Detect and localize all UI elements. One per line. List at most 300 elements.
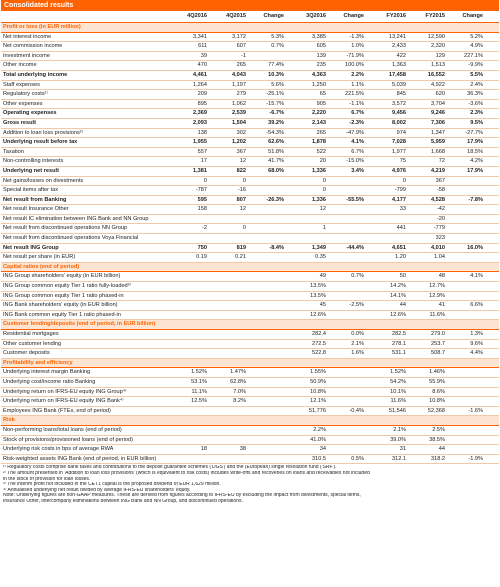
table-cell: -44.4% [346, 244, 364, 251]
table-cell: 75 [399, 158, 406, 165]
table-cell: 1.55% [310, 369, 326, 376]
table-cell: 4,043 [232, 71, 246, 78]
row-label: Net result from discontinued operations Voya Financial [3, 235, 139, 242]
row-label: ING Group common equity Tier 1 ratio phased-in [3, 292, 124, 299]
row-label: Net gains/losses on divestments [3, 177, 84, 184]
table-cell: 16.0% [467, 244, 483, 251]
table-cell: 905 [316, 100, 326, 107]
table-cell: -2.5% [349, 302, 364, 309]
table-row [1, 224, 499, 234]
table-cell: 65 [319, 91, 326, 98]
table-cell [249, 253, 287, 262]
table-row [1, 378, 499, 388]
table-row [1, 52, 499, 62]
table-cell [329, 368, 367, 377]
table-cell [329, 205, 367, 214]
table-cell: 12,590 [427, 33, 445, 40]
table-row [1, 282, 499, 292]
table-cell: 18.5% [467, 148, 483, 155]
table-cell: 3.4% [351, 167, 364, 174]
table-cell: -1.9% [468, 455, 483, 462]
table-row [1, 272, 499, 282]
row-label: Non-performing loans/total loans (end of period) [3, 426, 122, 433]
row-label: Total underlying income [3, 71, 68, 78]
table-cell: -20 [436, 215, 445, 222]
table-cell: 2,539 [232, 110, 246, 117]
table-cell: 10.8% [310, 388, 326, 395]
table-cell: 100.0% [345, 62, 364, 69]
table-cell: 1,504 [232, 119, 246, 126]
table-cell: 77.4% [268, 62, 284, 69]
table-cell: 0 [322, 177, 326, 184]
row-label: Other income [3, 62, 37, 69]
table-cell [249, 388, 287, 397]
table-cell: 1.3% [470, 331, 483, 337]
table-row [1, 330, 499, 340]
table-cell: 14.1% [390, 292, 406, 299]
table-cell [249, 52, 287, 61]
table-cell: 845 [396, 91, 406, 98]
table-cell: 0 [402, 177, 406, 184]
table-cell: 44 [399, 302, 406, 309]
table-row [1, 196, 499, 206]
column-header: Change [343, 13, 364, 19]
table-cell: 2.2% [351, 71, 364, 78]
table-cell: -26.3% [266, 196, 284, 203]
column-header: Change [263, 13, 284, 19]
row-label: Net result Insurance Other [3, 206, 69, 213]
table-cell: 53.1% [191, 378, 207, 385]
table-cell [448, 426, 486, 435]
table-cell: 4.1% [351, 139, 364, 146]
table-cell [329, 378, 367, 387]
table-cell: 51,546 [388, 407, 406, 414]
table-cell [249, 177, 287, 186]
table-cell: 39.0% [390, 436, 406, 443]
table-cell: 4,651 [392, 244, 406, 251]
table-cell: 4,177 [392, 196, 406, 203]
table-cell: 50.9% [310, 378, 326, 385]
table-cell: -7.8% [468, 196, 483, 203]
table-cell: 312.1 [392, 455, 406, 462]
table-cell: 14.2% [390, 283, 406, 290]
table-cell: 6.7% [351, 148, 364, 155]
table-cell [329, 186, 367, 195]
table-cell: 39 [200, 52, 207, 59]
table-cell [287, 234, 329, 243]
table-row [1, 119, 499, 129]
table-cell: 1,668 [431, 148, 445, 155]
table-cell: 12.9% [429, 292, 445, 299]
table-cell: 3,385 [312, 33, 326, 40]
table-cell: 11.6% [390, 398, 406, 405]
table-cell: -16 [237, 187, 246, 194]
table-cell: 1.47% [230, 369, 246, 376]
table-cell: 1 [322, 225, 326, 232]
table-cell [329, 253, 367, 262]
table-cell: 0.5% [351, 455, 364, 462]
table-cell [249, 426, 287, 435]
table-cell: 2.1% [351, 340, 364, 347]
table-cell: 508.7 [431, 350, 445, 357]
table-cell: 278.1 [392, 340, 406, 347]
table-cell: 10.1% [390, 388, 406, 395]
table-cell [210, 426, 249, 435]
table-cell: 1,955 [193, 139, 207, 146]
table-cell: 16,552 [427, 71, 445, 78]
table-cell: 12.5% [191, 398, 207, 405]
table-cell: -1 [241, 52, 246, 59]
table-cell: 2,143 [312, 119, 326, 126]
table-cell [329, 282, 367, 291]
section-heading: Capital ratios (end of period) [1, 263, 499, 273]
table-cell [210, 340, 249, 349]
table-cell [210, 330, 249, 339]
row-label: Net commission income [3, 43, 63, 50]
table-cell [249, 224, 287, 233]
table-cell: 129 [435, 52, 445, 59]
table-cell: 0.0% [351, 331, 364, 337]
table-cell: 367 [236, 148, 246, 155]
table-cell: 34 [319, 446, 326, 453]
table-cell: 819 [236, 244, 246, 251]
table-row [1, 71, 499, 81]
table-cell: 4.9% [470, 43, 483, 50]
table-cell [249, 205, 287, 214]
column-header [1, 11, 171, 22]
table-row [1, 90, 499, 100]
row-label: Gross result [3, 119, 36, 126]
row-label: Taxation [3, 148, 24, 155]
table-cell [329, 292, 367, 301]
table-cell: 595 [197, 196, 207, 203]
column-header: 3Q2016 [306, 13, 326, 19]
table-cell: 72 [438, 158, 445, 165]
table-cell [448, 445, 486, 454]
table-row [1, 167, 499, 177]
table-cell: 5.6% [271, 81, 284, 88]
table-cell: -1.1% [349, 100, 364, 107]
column-header: 4Q2015 [226, 13, 246, 19]
table-cell: 52,368 [427, 407, 445, 414]
table-cell: 2,433 [392, 43, 406, 50]
table-cell: 1,349 [312, 244, 326, 251]
table-cell: 20 [319, 158, 326, 165]
table-cell: 13.5% [310, 283, 326, 290]
table-cell [171, 292, 210, 301]
footnote-line: in the stock of provision for loan losses. [3, 476, 91, 482]
table-cell: 302 [236, 129, 246, 136]
table-cell: 6.6% [470, 302, 483, 309]
table-cell [249, 292, 287, 301]
table-cell: 2.3% [470, 110, 483, 117]
table-cell: 0 [242, 177, 246, 184]
table-cell: 620 [435, 91, 445, 98]
table-cell: 2.1% [393, 426, 406, 433]
table-cell: 17.9% [467, 167, 483, 174]
table-cell: 310.5 [312, 455, 326, 462]
table-row [1, 388, 499, 398]
table-cell [210, 301, 249, 310]
table-cell: 8.2% [233, 398, 246, 405]
table-cell [329, 215, 367, 224]
table-row [1, 109, 499, 119]
table-cell: 1,336 [312, 196, 326, 203]
row-label: Other expenses [3, 100, 43, 107]
table-cell [329, 311, 367, 320]
table-cell: 807 [236, 196, 246, 203]
table-cell: 895 [197, 100, 207, 107]
table-cell: -55.5% [346, 196, 364, 203]
table-row [1, 292, 499, 302]
row-label: Customer deposits [3, 350, 50, 357]
section-heading: Risk [1, 416, 499, 426]
table-cell: 3,172 [232, 33, 246, 40]
table-cell: 3,572 [392, 100, 406, 107]
row-label: Net result from discontinued operations NN Group [3, 225, 128, 232]
table-cell: -71.9% [346, 52, 364, 59]
table-cell: 1.6% [351, 350, 364, 357]
table-cell: 367 [435, 177, 445, 184]
table-cell [171, 301, 210, 310]
table-cell [249, 330, 287, 339]
row-label: Net interest income [3, 33, 52, 40]
footnote-line: ³⁾ The interim profit not included in the CET1 capital is the proposed dividend of EUR 1,629 million. [3, 482, 221, 488]
table-cell: 227.1% [464, 52, 483, 59]
table-row [1, 244, 499, 254]
table-cell: -2.3% [349, 119, 364, 126]
table-cell: 9.6% [470, 340, 483, 347]
table-cell: 611 [198, 43, 207, 50]
table-cell: 4.1% [470, 273, 483, 280]
table-cell: -1.3% [349, 33, 364, 40]
table-cell [210, 436, 249, 445]
table-cell: 158 [197, 206, 207, 213]
table-row [1, 407, 499, 417]
table-row [1, 253, 499, 263]
table-cell: 3,704 [431, 100, 445, 107]
table-cell: 9,246 [431, 110, 445, 117]
table-cell: 12 [319, 206, 326, 213]
table-cell: 48 [438, 273, 445, 280]
row-label: Underlying result before tax [3, 139, 78, 146]
table-cell: 1.52% [191, 369, 207, 376]
table-cell: 2,093 [193, 119, 207, 126]
table-cell: 5.2% [470, 33, 483, 40]
table-cell: 4,528 [431, 196, 445, 203]
table-cell: 1,363 [392, 62, 406, 69]
table-cell: 6.7% [351, 110, 364, 117]
table-cell [210, 407, 249, 416]
table-cell [171, 282, 210, 291]
table-cell: 235 [316, 62, 326, 69]
table-row [1, 61, 499, 71]
table-cell: 51,776 [308, 407, 326, 414]
table-cell: 54.2% [390, 378, 406, 385]
table-cell: -779 [433, 225, 445, 232]
table-cell: 0.19 [196, 254, 207, 261]
table-cell [210, 292, 249, 301]
table-title: Consolidated results [1, 0, 499, 11]
column-header: FY2016 [386, 13, 406, 19]
table-cell: 41.7% [268, 158, 284, 165]
table-cell: -2 [202, 225, 207, 232]
table-cell: 9,456 [392, 110, 406, 117]
table-cell: 68.0% [268, 167, 284, 174]
table-cell: 441 [396, 225, 406, 232]
row-label: Net result per share (in EUR) [3, 254, 76, 261]
table-cell: 10.8% [429, 398, 445, 405]
table-cell [249, 234, 287, 243]
table-cell: 12 [239, 158, 246, 165]
table-cell: 31 [399, 446, 406, 453]
table-cell: 1,878 [312, 139, 326, 146]
row-label: Net result ING Group [3, 244, 59, 251]
table-cell [329, 426, 367, 435]
table-cell: 49 [319, 273, 326, 280]
table-cell [249, 455, 287, 464]
table-cell: -15.0% [346, 158, 364, 165]
table-row [1, 42, 499, 52]
section-heading: Customer lending/deposits (end of period, in EUR billion) [1, 320, 499, 330]
table-cell: 38.5% [429, 436, 445, 443]
table-cell: 1,977 [392, 148, 406, 155]
table-cell [249, 436, 287, 445]
row-label: Underlying interest margin Banking [3, 369, 91, 376]
row-label: Stock of provisions/provisioned loans (end of period) [3, 436, 133, 443]
table-cell: 272.5 [312, 340, 326, 347]
table-cell: 1,381 [193, 167, 207, 174]
table-row [1, 349, 499, 359]
table-cell: 2,220 [312, 110, 326, 117]
consolidated-results-table [1, 0, 499, 504]
table-cell: 5.5% [470, 71, 483, 78]
table-cell: 12.6% [390, 311, 406, 318]
table-cell: 0.7% [271, 43, 284, 50]
table-cell [249, 349, 287, 358]
table-cell [448, 436, 486, 445]
table-cell: 522.8 [312, 350, 326, 357]
table-cell: 1,513 [431, 62, 445, 69]
row-label: Underlying return on IFRS-EU equity ING Bank⁴⁾ [3, 398, 124, 405]
table-cell: 318.2 [431, 455, 445, 462]
table-cell: 2.4% [470, 81, 483, 88]
table-cell: 750 [197, 244, 207, 251]
column-header: Change [462, 13, 483, 19]
table-cell [171, 330, 210, 339]
table-cell [210, 311, 249, 320]
table-cell: 12.6% [310, 311, 326, 318]
footnote-line: ²⁾ The amount presented in 'Addition to loan loss provisions' (which is equivalent to risk costs) includes write-offs and recoveries on loans and receivables not included [3, 470, 370, 476]
table-cell: 470 [197, 62, 207, 69]
table-cell: 265 [316, 129, 326, 136]
row-label: ING Bank shareholders' equity (in EUR billion) [3, 302, 118, 309]
table-cell: 4,976 [392, 167, 406, 174]
table-cell: 4.2% [470, 158, 483, 165]
table-cell: 1.1% [351, 81, 364, 88]
table-cell [448, 234, 486, 243]
row-label: Addition to loan loss provisions²⁾ [3, 129, 84, 136]
row-label: Regulatory costs¹⁾ [3, 91, 48, 98]
table-cell: -54.3% [266, 129, 284, 136]
row-label: Underlying net result [3, 167, 59, 174]
table-cell: 55.9% [429, 378, 445, 385]
table-cell: 7,028 [392, 139, 406, 146]
table-cell: -42 [436, 206, 445, 213]
table-cell [249, 311, 287, 320]
row-label: Underlying risk costs in bps of average RWA [3, 446, 114, 453]
column-header: FY2015 [425, 13, 445, 19]
table-cell [448, 177, 486, 186]
table-cell [448, 368, 486, 377]
table-row [1, 426, 499, 436]
table-cell: 7,306 [431, 119, 445, 126]
table-cell [329, 234, 367, 243]
table-cell [249, 445, 287, 454]
table-cell: 422 [396, 52, 406, 59]
table-cell [249, 340, 287, 349]
table-cell [448, 205, 486, 214]
table-cell: 138 [197, 129, 207, 136]
table-cell [249, 378, 287, 387]
table-cell: 0.7% [351, 273, 364, 280]
table-row [1, 100, 499, 110]
footnote-line: ⁴⁾ Annualised underlying net result divided by average IFRS-EU shareholders' equity. [3, 487, 191, 493]
table-cell [210, 455, 249, 464]
table-cell: 279.0 [431, 331, 445, 337]
table-cell: 62.6% [268, 139, 284, 146]
table-cell [210, 349, 249, 358]
row-label: ING Group shareholders' equity (in EUR billion) [3, 273, 121, 280]
table-row [1, 148, 499, 158]
table-cell: -47.9% [346, 129, 364, 136]
table-cell: 2,369 [193, 110, 207, 117]
table-cell: 4,010 [431, 244, 445, 251]
table-cell: 41 [438, 302, 445, 309]
table-cell: 531.1 [392, 350, 406, 357]
table-cell: 139 [316, 52, 326, 59]
table-row [1, 234, 499, 244]
table-cell: 1.20 [395, 254, 406, 261]
table-cell: 607 [236, 43, 246, 50]
table-cell: 36.3% [467, 91, 483, 98]
table-cell: 8.6% [432, 388, 445, 395]
table-cell: 2.5% [432, 426, 445, 433]
table-cell: 4,219 [431, 167, 445, 174]
table-cell: -3.6% [468, 100, 483, 107]
table-cell [210, 234, 249, 243]
column-header: 4Q2016 [187, 13, 207, 19]
table-cell: -58 [436, 187, 445, 194]
table-cell [249, 282, 287, 291]
table-cell: 5,039 [392, 81, 406, 88]
table-cell: -0.4% [349, 407, 364, 414]
table-row [1, 311, 499, 321]
table-cell [171, 272, 210, 281]
row-label: Net result from Banking [3, 196, 67, 203]
table-cell [210, 215, 249, 224]
table-cell [171, 311, 210, 320]
table-cell: 0.35 [315, 254, 326, 261]
table-cell: -787 [195, 187, 207, 194]
table-cell: 17,458 [388, 71, 406, 78]
table-cell [448, 253, 486, 262]
table-cell: 12 [239, 206, 246, 213]
table-cell: 4,461 [193, 71, 207, 78]
table-row [1, 455, 499, 465]
row-label: Underlying cost/income ratio Banking [3, 378, 96, 385]
footnote-line: ¹⁾ Regulatory costs comprise bank taxes and contributions to the deposit guarantee schemes ('DGS') and the (European) single resolution fund ('SRF'). [3, 465, 337, 471]
